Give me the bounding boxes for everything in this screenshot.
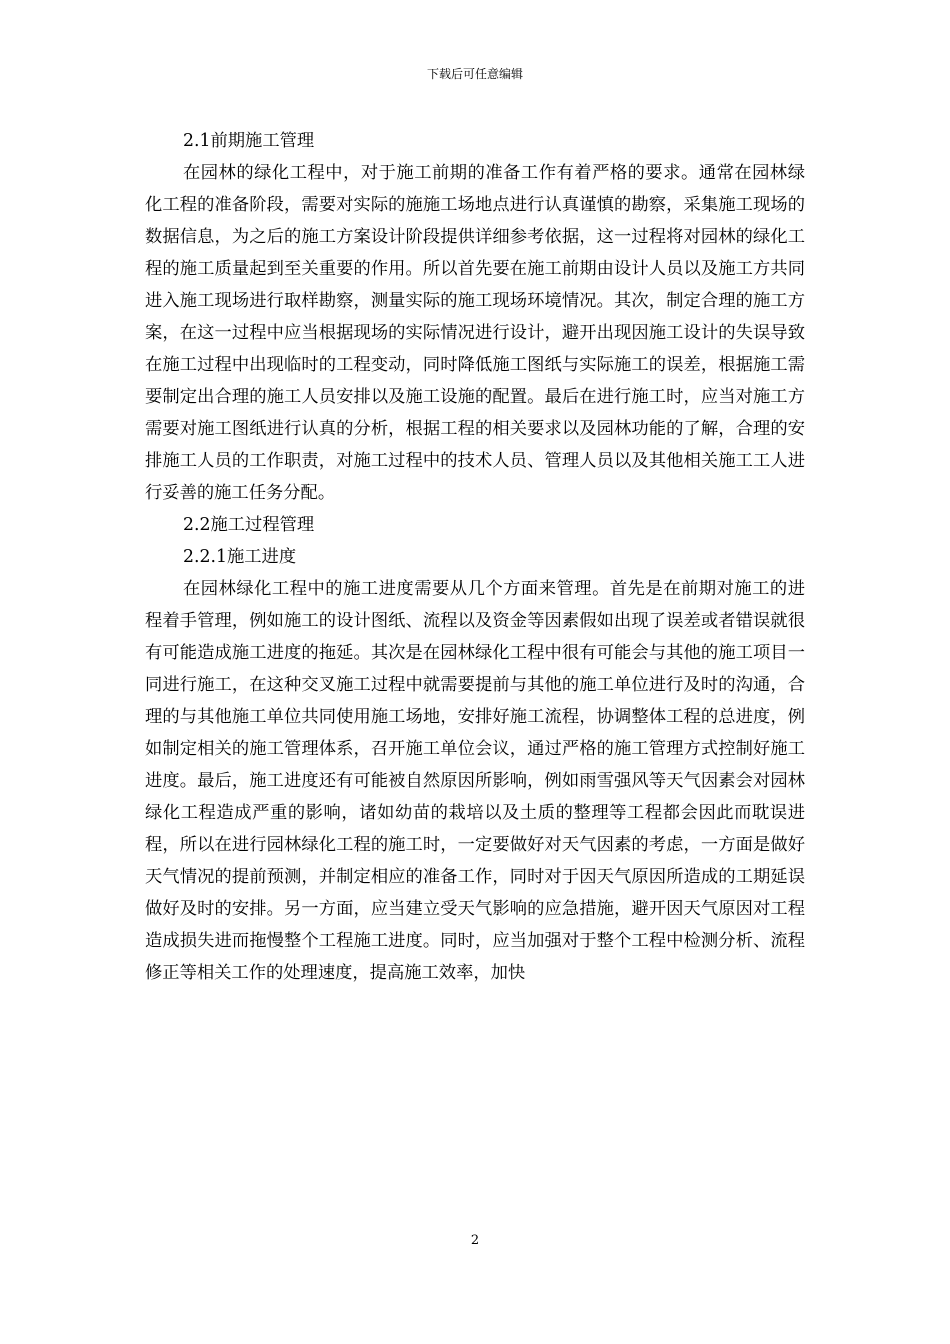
paragraph-construction-progress: 在园林绿化工程中的施工进度需要从几个方面来管理。首先是在前期对施工的进程着手管理，例如施工的设计图纸、流程以及资金等因素假如出现了误差或者错误就很有可能造成施工进度的拖延。其次是在园林绿化工程中很有可能会与其他的施工项目一同进行施工，在这种交叉施工过程中就需要提前与其他的施工单位进行及时的沟通，合理的与其他施工单位共同使用施工场地，安排好施工流程，协调整体工程的总进度，例如制定相关的施工管理体系，召开施工单位会议，通过严格的施工管理方式控制好施工进度。最后，施工进度还有可能被自然原因所影响，例如雨雪强风等天气因素会对园林绿化工程造成严重的影响，诸如幼苗的栽培以及土质的整理等工程都会因此而耽误进程，所以在进行园林绿化工程的施工时，一定要做好对天气因素的考虑，一方面是做好天气情况的提前预测，并制定相应的准备工作，同时对于因天气原因所造成的工期延误做好及时的安排。另一方面，应当建立受天气影响的应急措施，避开因天气原因对工程造成损失进而拖慢整个工程施工进度。同时，应当加强对于整个工程中检测分析、流程修正等相关工作的处理速度，提高施工效率，加快 (145, 579, 805, 983)
section-heading-2-1: 2.1前期施工管理 (183, 131, 315, 151)
page-number: 2 (470, 1233, 480, 1248)
paragraph-preliminary-management: 在园林的绿化工程中，对于施工前期的准备工作有着严格的要求。通常在园林绿化工程的准备阶段，需要对实际的施施工场地点进行认真谨慎的勘察，采集施工现场的数据信息，为之后的施工方案设计阶段提供详细参考依据，这一过程将对园林的绿化工程的施工质量起到至关重要的作用。所以首先要在施工前期由设计人员以及施工方共同进入施工现场进行取样勘察，测量实际的施工现场环境情况。其次，制定合理的施工方案，在这一过程中应当根据现场的实际情况进行设计，避开出现因施工设计的失误导致在施工过程中出现临时的工程变动，同时降低施工图纸与实际施工的误差，根据施工需要制定出合理的施工人员安排以及施工设施的配置。最后在进行施工时，应当对施工方需要对施工图纸进行认真的分析，根据工程的相关要求以及园林功能的了解，合理的安排施工人员的工作职责，对施工过程中的技术人员、管理人员以及其他相关施工工人进行妥善的施工任务分配。 (145, 163, 805, 503)
page-header: 下载后可任意编辑 (426, 67, 523, 81)
document-body (145, 125, 805, 989)
section-heading-2-2: 2.2施工过程管理 (183, 515, 315, 535)
section-heading-2-2-1: 2.2.1施工进度 (183, 547, 297, 567)
